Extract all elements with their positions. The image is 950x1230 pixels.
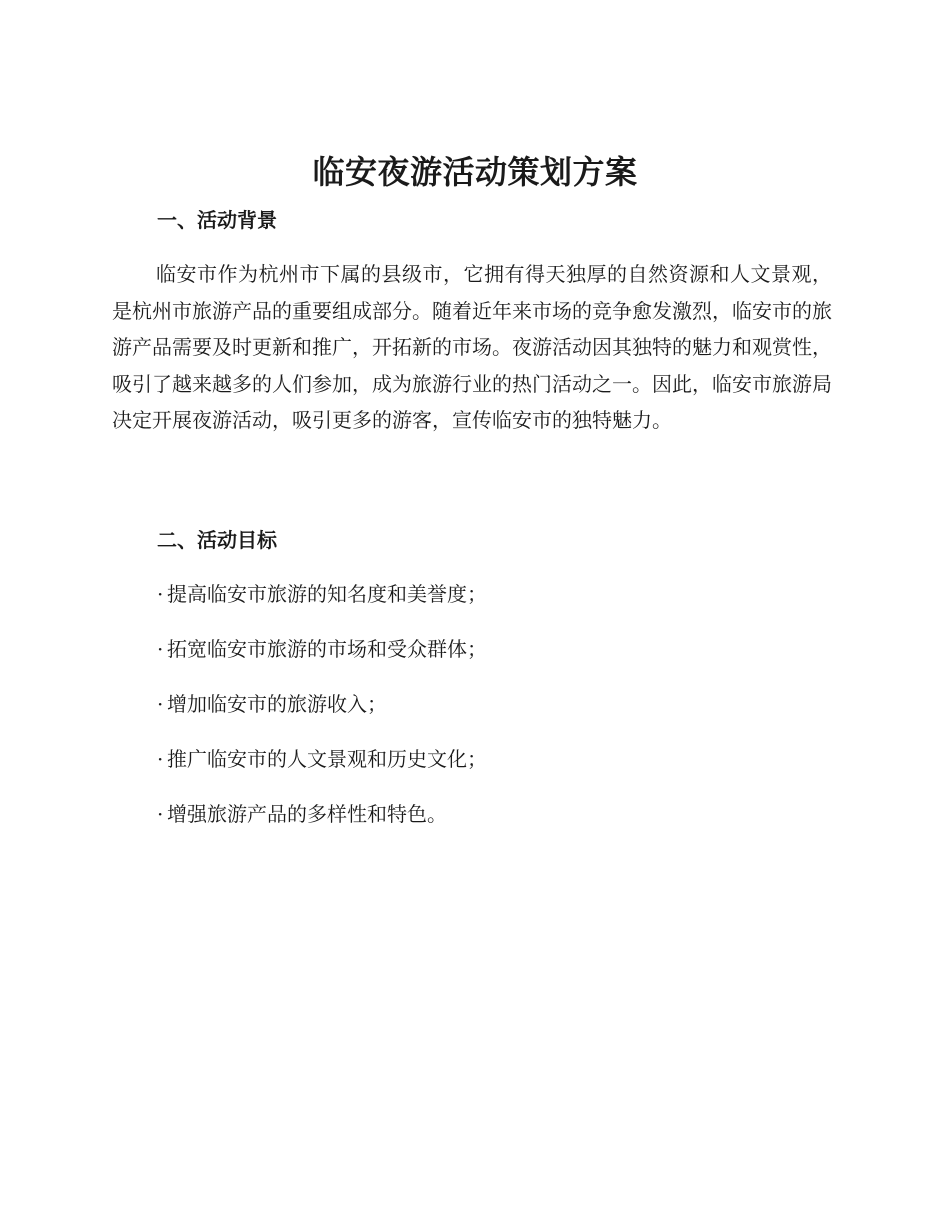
list-item-text: 提高临安市旅游的知名度和美誉度； (167, 582, 487, 606)
bullet-icon: · (157, 637, 164, 661)
document-title: 临安夜游活动策划方案 (312, 153, 638, 191)
list-item (157, 800, 487, 855)
bullet-icon: · (157, 802, 164, 826)
goals-list (157, 580, 487, 855)
bullet-icon: · (157, 692, 164, 716)
bullet-icon: · (157, 582, 164, 606)
background-paragraph: 临安市作为杭州市下属的县级市，它拥有得天独厚的自然资源和人文景观，是杭州市旅游产品的重要组成部分。随着近年来市场的竞争愈发激烈，临安市的旅游产品需要及时更新和推广，开拓新的市场。夜游活动因其独特的魅力和观赏性，吸引了越来越多的人们参加，成为旅游行业的热门活动之一。因此，临安市旅游局决定开展夜游活动，吸引更多的游客，宣传临安市的独特魅力。 (112, 262, 832, 432)
list-item-text: 增强旅游产品的多样性和特色。 (167, 802, 447, 826)
bullet-icon: · (157, 747, 164, 771)
list-item-text: 拓宽临安市旅游的市场和受众群体； (167, 637, 487, 661)
list-item-text: 增加临安市的旅游收入； (167, 692, 387, 716)
list-item (157, 580, 487, 635)
section-heading-goals: 二、活动目标 (157, 528, 277, 552)
list-item-text: 推广临安市的人文景观和历史文化； (167, 747, 487, 771)
list-item (157, 690, 487, 745)
section-heading-background: 一、活动背景 (157, 208, 277, 232)
list-item (157, 635, 487, 690)
list-item (157, 745, 487, 800)
